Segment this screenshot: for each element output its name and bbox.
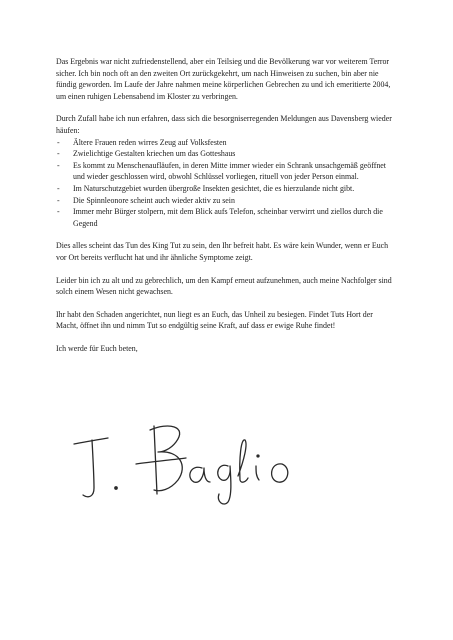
list-item bbox=[56, 206, 392, 229]
list-item bbox=[56, 137, 392, 149]
incident-list bbox=[56, 137, 392, 230]
bullet-dash: - bbox=[57, 195, 60, 205]
paragraph-call-to-action: Ihr habt den Schaden angerichtet, nun liegt es an Euch, das Unheil zu besiegen. Findet Tuts Hort der Macht, öffnet ihn und nimm Tut so endgültig seine Kraft, auf dass er ewige Ruhe findet! bbox=[56, 309, 373, 331]
signature bbox=[70, 418, 310, 508]
paragraph-result: Das Ergebnis war nicht zufriedenstellend, aber ein Teilsieg und die Bevölkerung war vor weiterem Terror sicher. Ich bin noch oft an den zweiten Ort zurückgekehrt, um nach Hinweisen zu suchen, bin aber nie fündig geworden. Im Laufe der Jahre nahmen meine körperlichen Gebrechen zu und ich emeritierte 2004, um einen ruhigen Lebensabend im Kloster zu verbringen. bbox=[56, 57, 391, 101]
incident-text: Immer mehr Bürger stolpern, mit dem Blick aufs Telefon, scheinbar verwirrt und ziellos durch die Gegend bbox=[73, 207, 383, 228]
incident-text: Es kommt zu Menschenaufläufen, in deren Mitte immer wieder ein Schrank unsachgemäß geöffnet und wieder geschlossen wird, obwohl Schlüssel vorliegen, rituell von jeder Person einmal. bbox=[73, 160, 386, 182]
letter-body bbox=[56, 56, 392, 365]
bullet-dash: - bbox=[57, 183, 60, 193]
list-item bbox=[56, 183, 392, 195]
bullet-dash: - bbox=[57, 207, 60, 217]
list-item bbox=[56, 195, 392, 207]
bullet-dash: - bbox=[57, 160, 60, 170]
bullet-dash: - bbox=[57, 149, 60, 159]
list-item bbox=[56, 148, 392, 160]
incident-text: Im Naturschutzgebiet wurden übergroße Insekten gesichtet, die es hierzulande nicht gibt. bbox=[73, 183, 355, 193]
list-item bbox=[56, 160, 392, 183]
paragraph-news: Durch Zufall habe ich nun erfahren, dass sich die besorgniserregenden Meldungen aus Davensberg wieder häufen: bbox=[56, 114, 392, 135]
bullet-dash: - bbox=[57, 137, 60, 147]
incident-text: Die Spinnleonore scheint auch wieder aktiv zu sein bbox=[73, 195, 235, 205]
closing-line: Ich werde für Euch beten, bbox=[56, 343, 138, 353]
incident-text: Ältere Frauen reden wirres Zeug auf Volksfesten bbox=[73, 137, 227, 147]
paragraph-too-old: Leider bin ich zu alt und zu gebrechlich, um den Kampf erneut aufzunehmen, auch meine Nachfolger sind solch einem Wesen nicht gewachsen. bbox=[56, 275, 392, 297]
paragraph-king-tut: Dies alles scheint das Tun des King Tut zu sein, den Ihr befreit habt. Es wäre kein Wunder, wenn er Euch vor Ort bereits verflucht hat und ihr ähnliche Symptome zeigt. bbox=[56, 241, 389, 262]
incident-text: Zwielichtige Gestalten kriechen um das Gotteshaus bbox=[73, 149, 236, 159]
